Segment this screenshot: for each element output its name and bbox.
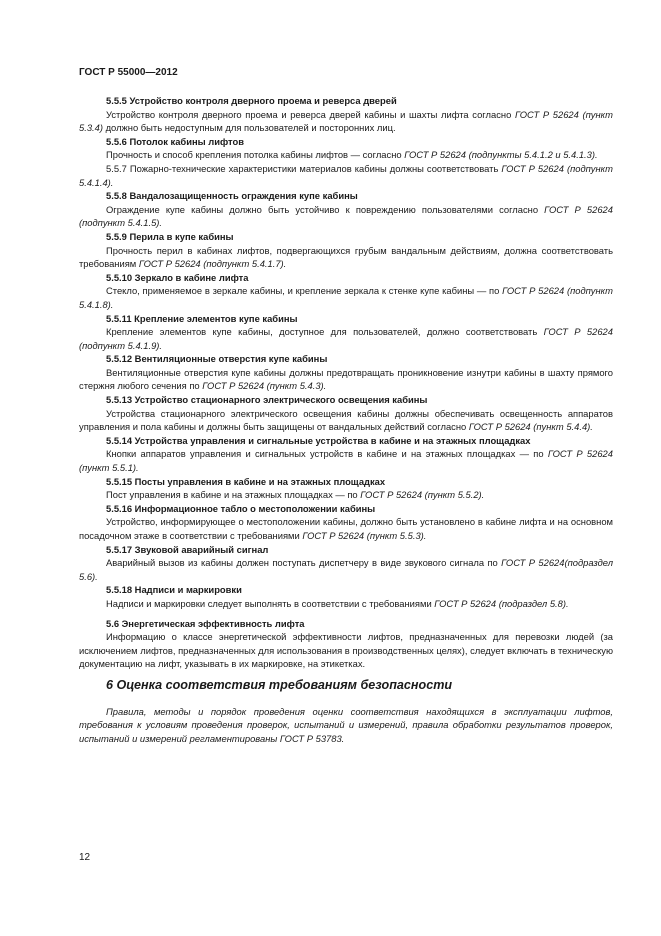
section-paragraph	[79, 488, 613, 502]
standard-reference: ГОСТ Р 52624 (пункт 5.5.2).	[360, 489, 485, 501]
document-body	[79, 94, 613, 745]
section-paragraph	[79, 556, 613, 583]
section-paragraph	[79, 597, 613, 611]
standard-reference: ГОСТ Р 52624 (подпункт 5.4.1.4).	[79, 162, 613, 188]
text-run: Пост управления в кабине и на этажных площадках — по	[106, 489, 361, 501]
text-run: Аварийный вызов из кабины должен поступать диспетчеру в виде звукового сигнала по	[106, 557, 502, 569]
section-6-paragraph: Правила, методы и порядок проведения оценки соответствия находящихся в эксплуатации лифтов, требования к условиям проведения проверок, испытаний и измерений, правила обработки результатов проверок, испытаний и измерений регламентированы ГОСТ Р 53783.	[79, 705, 613, 744]
section-heading: 5.5.6 Потолок кабины лифтов	[106, 135, 244, 147]
text-run: Устройство, информирующее о местоположении кабины, должно быть установлено в кабине лифта и на основном посадочном этаже в соответствии с требованиями	[79, 516, 613, 541]
text-run: должно быть недоступным для пользователей и посторонних лиц.	[102, 122, 396, 134]
section-heading: 5.5.18 Надписи и маркировки	[106, 584, 242, 596]
section-heading: 5.5.5 Устройство контроля дверного проема и реверса дверей	[106, 95, 397, 106]
section-paragraph	[79, 244, 613, 271]
standard-reference: ГОСТ Р 52624 (подпункт 5.4.1.5).	[79, 203, 613, 229]
section-paragraph	[79, 447, 613, 474]
text-run: Кнопки аппаратов управления и сигнальных устройств в кабине и на этажных площадках — по	[106, 448, 548, 460]
section-paragraph	[79, 148, 613, 162]
standard-reference: ГОСТ Р 52624 (подпункт 5.4.1.9).	[79, 326, 613, 351]
section-heading: 5.5.11 Крепление элементов купе кабины	[106, 312, 298, 324]
standard-reference: ГОСТ Р 52624 (подпункты 5.4.1.2 и 5.4.1.3).	[404, 149, 598, 161]
text-run: Вентиляционные отверстия купе кабины должны предотвращать проникновение изнутри кабины в шахту прямого стержня любого сечения по	[79, 366, 613, 392]
section-5-6-paragraph: Информацию о классе энергетической эффективности лифтов, предназначенных для перевозки людей (за исключением лифтов, предназначенных для использования в производственных целях), следует включать в техническую документацию на лифт, указывать в их маркировке, на этикетках.	[79, 631, 613, 670]
standard-reference: ГОСТ Р 52624 (подраздел 5.8).	[434, 597, 569, 609]
standard-reference: ГОСТ Р 52624 (пункт 5.5.1).	[79, 448, 613, 474]
standard-reference: ГОСТ Р 52624 (пункт 5.5.3).	[302, 530, 427, 541]
section-heading: 5.5.16 Информационное табло о местоположении кабины	[106, 502, 376, 514]
section-paragraph	[79, 108, 613, 135]
text-run: 5.5.7 Пожарно-технические характеристики материалов кабины должны соответствовать	[106, 162, 502, 174]
section-5-5-list	[79, 94, 613, 611]
text-run: Прочность перил в кабинах лифтов, подвергающихся грубым вандальным действиям, должна соответствовать требованиям	[79, 244, 613, 270]
section-heading: 5.5.14 Устройства управления и сигнальные устройства в кабине и на этажных площадках	[106, 434, 531, 446]
text-run: Надписи и маркировки следует выполнять в соответствии с требованиями	[106, 597, 435, 609]
section-paragraph	[79, 366, 613, 393]
text-run: Устройства стационарного электрического освещения кабины должны обеспечивать освещенность аппаратов управления и пола кабины и должны быть защищены от вандальных действий согласно	[79, 407, 613, 433]
standard-reference: ГОСТ Р 52624 (пункт 5.3.4)	[79, 108, 613, 134]
section-paragraph	[79, 325, 613, 352]
standard-reference: ГОСТ Р 52624 (подпункт 5.4.1.7).	[138, 258, 287, 270]
standard-reference: ГОСТ Р 52624 (пункт 5.4.3).	[202, 380, 327, 392]
section-heading: 5.5.15 Посты управления в кабине и на этажных площадках	[106, 475, 386, 487]
section-heading: 5.5.9 Перила в купе кабины	[106, 230, 234, 242]
section-heading: 5.5.10 Зеркало в кабине лифта	[106, 271, 249, 283]
section-5-6-heading: 5.6 Энергетическая эффективность лифта	[106, 617, 305, 629]
section-paragraph	[79, 162, 613, 189]
standard-reference: ГОСТ Р 52624 (подпункт 5.4.1.8).	[79, 285, 613, 310]
section-paragraph	[79, 284, 613, 311]
section-6-title: 6 Оценка соответствия требованиям безопасности	[106, 677, 453, 692]
text-run: Стекло, применяемое в зеркале кабины, и крепление зеркала к стенке купе кабины — по	[106, 285, 503, 297]
standard-reference: ГОСТ Р 52624 (пункт 5.4.4).	[468, 421, 593, 433]
page-number: 12	[79, 852, 91, 863]
document-header: ГОСТ Р 55000—2012	[79, 67, 178, 78]
section-paragraph	[79, 203, 613, 230]
section-heading: 5.5.8 Вандалозащищенность ограждения купе кабины	[106, 190, 358, 202]
section-paragraph	[79, 407, 613, 434]
standard-reference: ГОСТ Р 52624(подраздел 5.6).	[79, 557, 613, 582]
text-run: Крепление элементов купе кабины, доступное для пользователей, должно соответствовать	[106, 326, 544, 338]
section-heading: 5.5.12 Вентиляционные отверстия купе кабины	[106, 353, 328, 365]
section-heading: 5.5.17 Звуковой аварийный сигнал	[106, 543, 269, 555]
text-run: Устройство контроля дверного проема и реверса дверей кабины и шахты лифта согласно	[106, 108, 515, 120]
section-heading: 5.5.13 Устройство стационарного электрического освещения кабины	[106, 394, 428, 406]
text-run: Прочность и способ крепления потолка кабины лифтов — согласно	[106, 149, 405, 161]
text-run: Ограждение купе кабины должно быть устойчиво к повреждению пользователями согласно	[106, 203, 545, 215]
section-paragraph	[79, 515, 613, 542]
